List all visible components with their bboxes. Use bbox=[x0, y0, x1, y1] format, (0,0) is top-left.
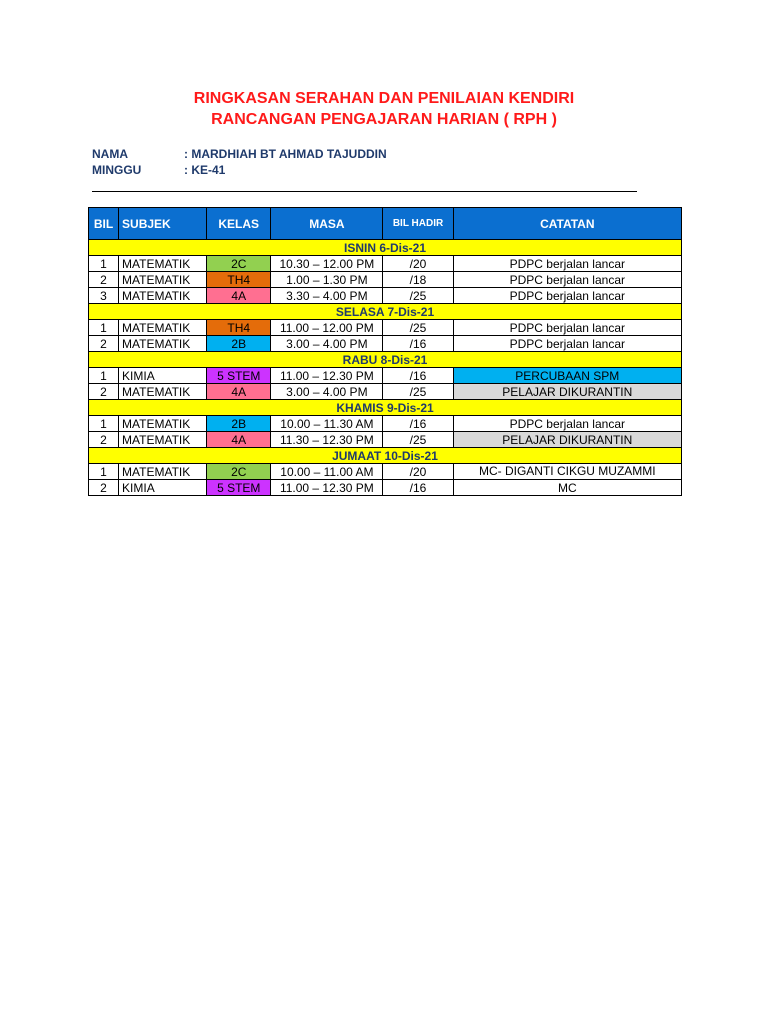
cell-catatan: PELAJAR DIKURANTIN bbox=[453, 432, 681, 448]
table-row bbox=[89, 256, 682, 272]
cell-catatan: PDPC berjalan lancar bbox=[453, 416, 681, 432]
cell-catatan: PDPC berjalan lancar bbox=[453, 272, 681, 288]
cell-kelas: 5 STEM bbox=[207, 368, 271, 384]
header-kelas: KELAS bbox=[207, 208, 271, 240]
day-header-row bbox=[89, 352, 682, 368]
cell-bil: 2 bbox=[89, 432, 119, 448]
cell-masa: 11.00 – 12.30 PM bbox=[271, 368, 383, 384]
cell-kelas: 2C bbox=[207, 256, 271, 272]
cell-masa: 3.00 – 4.00 PM bbox=[271, 384, 383, 400]
header-masa: MASA bbox=[271, 208, 383, 240]
cell-kelas: TH4 bbox=[207, 320, 271, 336]
cell-masa: 11.00 – 12.00 PM bbox=[271, 320, 383, 336]
document-title-line2: RANCANGAN PENGAJARAN HARIAN ( RPH ) bbox=[211, 111, 557, 128]
meta-nama-row bbox=[92, 147, 387, 162]
table-row bbox=[89, 464, 682, 480]
cell-bil-hadir: /25 bbox=[383, 320, 453, 336]
cell-bil-hadir: /25 bbox=[383, 432, 453, 448]
cell-bil: 2 bbox=[89, 384, 119, 400]
day-label: KHAMIS 9-Dis-21 bbox=[89, 400, 682, 416]
day-header-row bbox=[89, 448, 682, 464]
table-row bbox=[89, 288, 682, 304]
cell-masa: 10.00 – 11.30 AM bbox=[271, 416, 383, 432]
meta-minggu-row bbox=[92, 163, 225, 178]
cell-bil: 1 bbox=[89, 416, 119, 432]
cell-catatan: PDPC berjalan lancar bbox=[453, 256, 681, 272]
header-bil-hadir: BIL HADIR bbox=[383, 208, 453, 240]
cell-masa: 10.30 – 12.00 PM bbox=[271, 256, 383, 272]
day-label: JUMAAT 10-Dis-21 bbox=[89, 448, 682, 464]
cell-catatan: MC bbox=[453, 480, 681, 496]
table-header-row bbox=[89, 208, 682, 240]
table-row bbox=[89, 480, 682, 496]
table-row bbox=[89, 272, 682, 288]
cell-kelas: TH4 bbox=[207, 272, 271, 288]
nama-value: : MARDHIAH BT AHMAD TAJUDDIN bbox=[184, 147, 387, 161]
cell-bil-hadir: /16 bbox=[383, 368, 453, 384]
cell-bil: 1 bbox=[89, 256, 119, 272]
header-catatan: CATATAN bbox=[453, 208, 681, 240]
cell-bil: 1 bbox=[89, 368, 119, 384]
cell-catatan: PDPC berjalan lancar bbox=[453, 288, 681, 304]
table-row bbox=[89, 320, 682, 336]
cell-masa: 11.30 – 12.30 PM bbox=[271, 432, 383, 448]
cell-subjek: MATEMATIK bbox=[119, 416, 207, 432]
cell-masa: 1.00 – 1.30 PM bbox=[271, 272, 383, 288]
day-label: SELASA 7-Dis-21 bbox=[89, 304, 682, 320]
cell-bil: 1 bbox=[89, 320, 119, 336]
cell-catatan: PELAJAR DIKURANTIN bbox=[453, 384, 681, 400]
day-header-row bbox=[89, 240, 682, 256]
cell-kelas: 4A bbox=[207, 432, 271, 448]
cell-subjek: MATEMATIK bbox=[119, 288, 207, 304]
table-row bbox=[89, 416, 682, 432]
cell-kelas: 2B bbox=[207, 336, 271, 352]
cell-bil-hadir: /25 bbox=[383, 384, 453, 400]
schedule-table bbox=[88, 207, 682, 496]
minggu-value: : KE-41 bbox=[184, 163, 226, 177]
cell-bil: 1 bbox=[89, 464, 119, 480]
day-label: RABU 8-Dis-21 bbox=[89, 352, 682, 368]
day-label: ISNIN 6-Dis-21 bbox=[89, 240, 682, 256]
cell-kelas: 5 STEM bbox=[207, 480, 271, 496]
cell-subjek: MATEMATIK bbox=[119, 320, 207, 336]
table-row bbox=[89, 368, 682, 384]
cell-subjek: MATEMATIK bbox=[119, 256, 207, 272]
cell-bil-hadir: /16 bbox=[383, 336, 453, 352]
cell-bil: 2 bbox=[89, 272, 119, 288]
cell-catatan: PDPC berjalan lancar bbox=[453, 336, 681, 352]
cell-kelas: 4A bbox=[207, 384, 271, 400]
table-row bbox=[89, 432, 682, 448]
cell-bil-hadir: /16 bbox=[383, 480, 453, 496]
cell-bil-hadir: /20 bbox=[383, 464, 453, 480]
cell-bil: 2 bbox=[89, 336, 119, 352]
cell-bil-hadir: /25 bbox=[383, 288, 453, 304]
minggu-label: MINGGU bbox=[92, 163, 142, 177]
cell-kelas: 4A bbox=[207, 288, 271, 304]
day-header-row bbox=[89, 400, 682, 416]
table-row bbox=[89, 336, 682, 352]
nama-label: NAMA bbox=[92, 147, 128, 161]
table-row bbox=[89, 384, 682, 400]
header-bil: BIL bbox=[89, 208, 119, 240]
cell-bil: 2 bbox=[89, 480, 119, 496]
cell-subjek: KIMIA bbox=[119, 368, 207, 384]
header-subjek: SUBJEK bbox=[119, 208, 207, 240]
cell-catatan: PERCUBAAN SPM bbox=[453, 368, 681, 384]
cell-bil-hadir: /20 bbox=[383, 256, 453, 272]
header-divider bbox=[92, 191, 637, 192]
cell-subjek: KIMIA bbox=[119, 480, 207, 496]
cell-subjek: MATEMATIK bbox=[119, 384, 207, 400]
cell-subjek: MATEMATIK bbox=[119, 336, 207, 352]
cell-kelas: 2C bbox=[207, 464, 271, 480]
schedule-body bbox=[89, 240, 682, 496]
cell-masa: 10.00 – 11.00 AM bbox=[271, 464, 383, 480]
cell-masa: 3.00 – 4.00 PM bbox=[271, 336, 383, 352]
cell-catatan: PDPC berjalan lancar bbox=[453, 320, 681, 336]
cell-masa: 11.00 – 12.30 PM bbox=[271, 480, 383, 496]
cell-bil-hadir: /16 bbox=[383, 416, 453, 432]
cell-bil: 3 bbox=[89, 288, 119, 304]
cell-masa: 3.30 – 4.00 PM bbox=[271, 288, 383, 304]
cell-subjek: MATEMATIK bbox=[119, 272, 207, 288]
cell-subjek: MATEMATIK bbox=[119, 464, 207, 480]
day-header-row bbox=[89, 304, 682, 320]
document-title-line1: RINGKASAN SERAHAN DAN PENILAIAN KENDIRI bbox=[193, 90, 575, 107]
cell-kelas: 2B bbox=[207, 416, 271, 432]
cell-subjek: MATEMATIK bbox=[119, 432, 207, 448]
cell-bil-hadir: /18 bbox=[383, 272, 453, 288]
cell-catatan: MC- DIGANTI CIKGU MUZAMMI bbox=[453, 464, 681, 480]
